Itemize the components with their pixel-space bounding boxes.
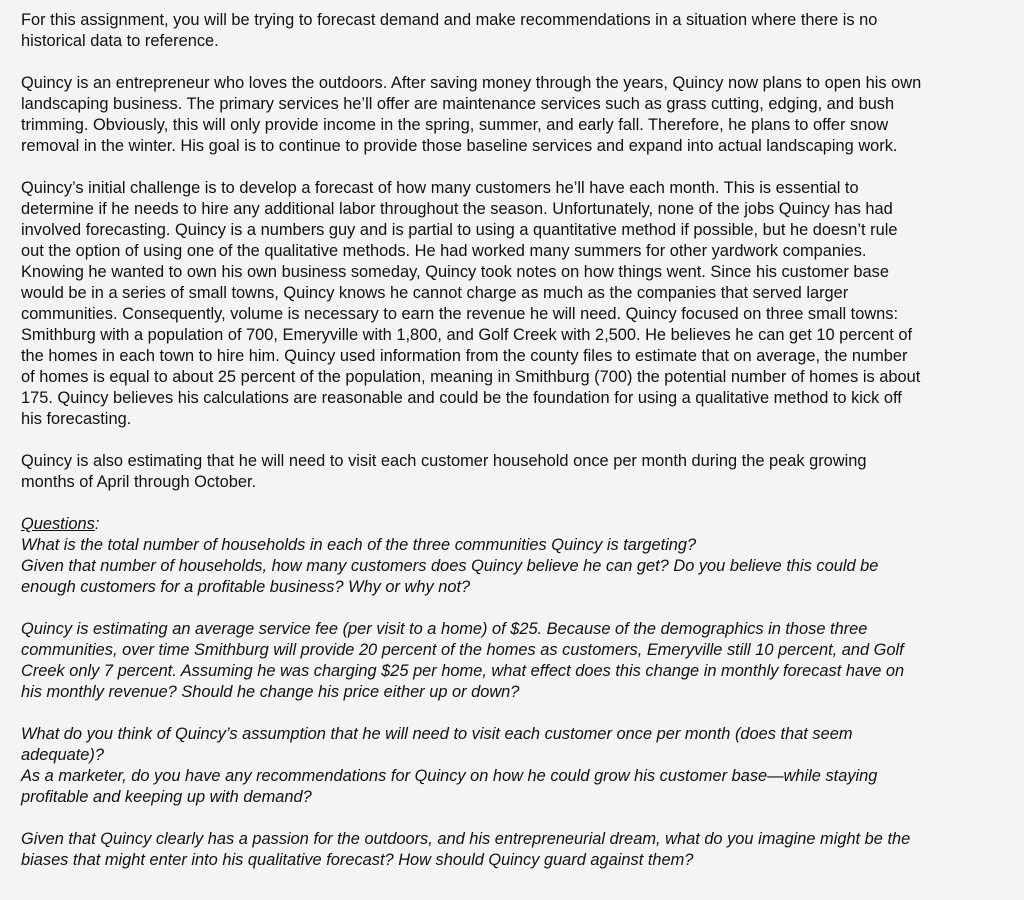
challenge-line: Quincy’s initial challenge is to develop a forecast of how many customers he’ll have each month. This is essential to <box>21 179 859 197</box>
challenge-line: involved forecasting. Quincy is a numbers guy and is partial to using a quantitative method if possible, but he doesn’t rule <box>21 221 898 239</box>
challenge-paragraph <box>21 178 1004 430</box>
challenge-line: communities. Consequently, volume is necessary to earn the revenue he will need. Quincy focused on three small towns: <box>21 305 899 323</box>
challenge-line: determine if he needs to hire any additional labor throughout the season. Unfortunately, none of the jobs Quincy has had <box>21 200 893 218</box>
question-line: biases that might enter into his qualitative forecast? How should Quincy guard against them? <box>21 851 694 869</box>
challenge-line: out the option of using one of the qualitative methods. He had worked many summers for other yardwork companies. <box>21 242 867 260</box>
intro-line: For this assignment, you will be trying to forecast demand and make recommendations in a situation where there is no <box>21 11 878 29</box>
background-line: trimming. Obviously, this will only provide income in the spring, summer, and early fall. Therefore, he plans to offer snow <box>21 116 889 134</box>
challenge-line: the homes in each town to hire him. Quincy used information from the county files to estimate that on average, the number <box>21 347 908 365</box>
question-block-2 <box>21 619 1004 703</box>
question-line: his monthly revenue? Should he change his price either up or down? <box>21 683 520 701</box>
question-block-4 <box>21 829 1004 871</box>
spacer <box>21 808 1004 829</box>
question-block-3 <box>21 724 1004 808</box>
question-line: enough customers for a profitable business? Why or why not? <box>21 578 471 596</box>
question-line: Given that Quincy clearly has a passion for the outdoors, and his entrepreneurial dream, what do you imagine might be the <box>21 830 911 848</box>
background-line: removal in the winter. His goal is to continue to provide those baseline services and expand into actual landscaping work. <box>21 137 898 155</box>
questions-heading: Questions <box>21 515 95 533</box>
background-line: Quincy is an entrepreneur who loves the outdoors. After saving money through the years, Quincy now plans to open his own <box>21 74 922 92</box>
visits-line: months of April through October. <box>21 473 257 491</box>
question-line: communities, over time Smithburg will provide 20 percent of the homes as customers, Emeryville still 10 percent, and Golf <box>21 641 904 659</box>
challenge-line: his forecasting. <box>21 410 132 428</box>
question-line: adequate)? <box>21 746 104 764</box>
challenge-line: Smithburg with a population of 700, Emeryville with 1,800, and Golf Creek with 2,500. He believes he can get 10 percent of <box>21 326 913 344</box>
visits-line: Quincy is also estimating that he will need to visit each customer household once per month during the peak growing <box>21 452 867 470</box>
intro-paragraph <box>21 10 1004 52</box>
visits-paragraph <box>21 451 1004 493</box>
challenge-line: Knowing he wanted to own his own business someday, Quincy took notes on how things went. Since his customer base <box>21 263 889 281</box>
question-block-1 <box>21 535 1004 598</box>
question-line: profitable and keeping up with demand? <box>21 788 312 806</box>
challenge-line: of homes is equal to about 25 percent of the population, meaning in Smithburg (700) the potential number of homes is about <box>21 368 921 386</box>
question-line: What do you think of Quincy’s assumption that he will need to visit each customer once per month (does that seem <box>21 725 853 743</box>
spacer <box>21 703 1004 724</box>
challenge-line: 175. Quincy believes his calculations are reasonable and could be the foundation for using a qualitative method to kick off <box>21 389 902 407</box>
question-line: Given that number of households, how many customers does Quincy believe he can get? Do you believe this could be <box>21 557 879 575</box>
background-line: landscaping business. The primary services he’ll offer are maintenance services such as grass cutting, edging, and bush <box>21 95 895 113</box>
questions-heading-line <box>21 514 1004 535</box>
questions-section <box>21 514 1004 871</box>
questions-heading-colon: : <box>94 515 100 533</box>
question-line: What is the total number of households in each of the three communities Quincy is targeting? <box>21 536 697 554</box>
question-line: Quincy is estimating an average service fee (per visit to a home) of $25. Because of the demographics in those three <box>21 620 868 638</box>
question-line: As a marketer, do you have any recommendations for Quincy on how he could grow his customer base—while staying <box>21 767 878 785</box>
challenge-line: would be in a series of small towns, Quincy knows he cannot charge as much as the companies that served larger <box>21 284 849 302</box>
spacer <box>21 598 1004 619</box>
intro-line: historical data to reference. <box>21 32 219 50</box>
question-line: Creek only 7 percent. Assuming he was charging $25 per home, what effect does this change in monthly forecast have on <box>21 662 905 680</box>
background-paragraph <box>21 73 1004 157</box>
